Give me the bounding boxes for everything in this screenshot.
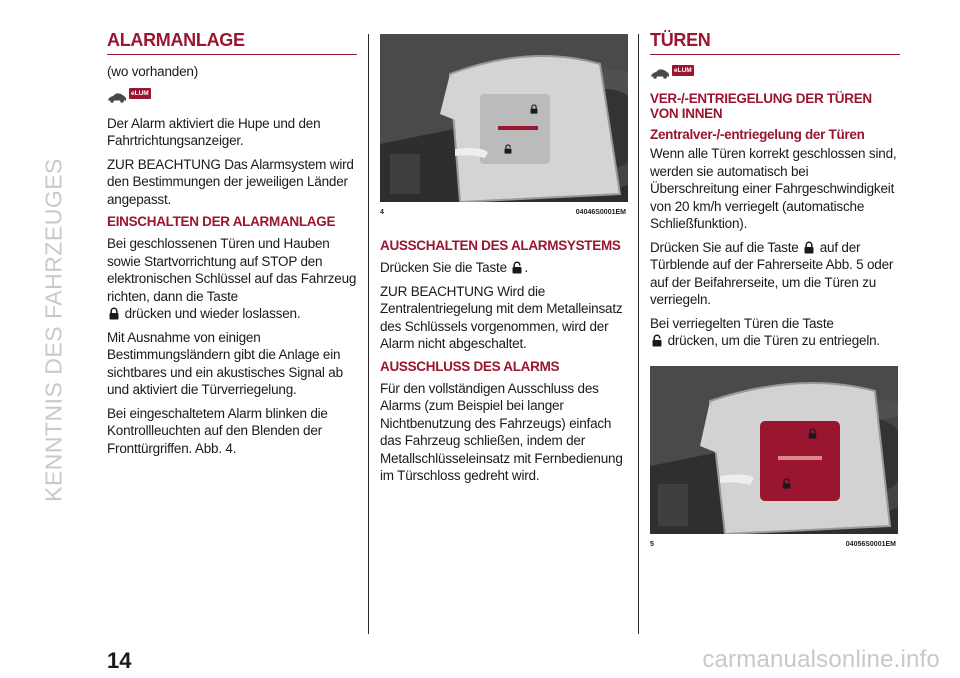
paragraph [107,235,357,323]
lock-open-icon [652,334,662,347]
note-paragraph: ZUR BEACHTUNG Wird die Zentralentriegelung mit dem Metalleinsatz des Schlüssels vorgenommen, wird der Alarm nicht abgeschaltet. [380,283,623,351]
car-icon [107,91,127,103]
subheading-exclude-alarm: AUSSCHLUSS DES ALARMS [380,358,560,374]
section-heading-alarm: ALARMANLAGE [107,30,357,55]
availability-note: (wo vorhanden) [107,64,199,79]
paragraph: Für den vollständigen Ausschluss des Alarms (zum Beispiel bei langer Nichtbenutzung des Fahrzeugs) einfach das Fahrzeug schließen, indem der Metallschlüsseleinsatz mit Fernbedienung im Türschloss gedreht wird. [380,380,623,483]
paragraph: Der Alarm aktiviert die Hupe und den Fahrtrichtungsanzeiger. [107,115,321,148]
figure-code: 04056S0001EM [845,540,896,548]
column-alarm-off [380,30,630,491]
figure-4 [380,34,628,216]
paragraph-text: Bei geschlossenen Türen und Hauben sowie Startvorrichtung auf STOP den elektronischen Schlüssel auf das Fahrzeug richten, dann die Taste [107,236,357,304]
figure-5 [650,366,898,548]
lock-closed-icon [109,307,119,320]
paragraph-text: Bei verriegelten Türen die Taste [650,315,834,331]
figure-number: 5 [650,540,654,548]
paragraph [380,259,630,277]
equipment-badge [650,63,900,83]
equipment-badge [107,87,357,107]
car-icon [650,67,670,79]
figure-caption [380,209,628,216]
paragraph-text: auf der Türblende auf der Fahrerseite Abb. 5 oder auf der Beifahrerseite, um die Türen zu verriegeln. [650,239,894,307]
paragraph: Bei eingeschaltetem Alarm blinken die Kontrollleuchten auf den Blenden der Fronttürgriffen. Abb. 4. [107,405,328,456]
paragraph: Wenn alle Türen korrekt geschlossen sind, werden sie automatisch bei Überschreitung einer Fahrgeschwindigkeit von 20 km/h verriegelt (automatische Schließfunktion). [650,146,897,231]
figure-caption [650,541,898,548]
door-panel-image [650,366,898,534]
subheading-inner-locking: VER-/-ENTRIEGELUNG DER TÜREN VON INNEN [650,91,872,121]
paragraph: Mit Ausnahme von einigen Bestimmungsländern gibt die Anlage ein sichtbares und ein akustisches Signal ab und aktiviert die Türverriegelung. [107,329,343,397]
figure-number: 4 [380,209,384,216]
paragraph [650,239,900,309]
section-heading-doors: TÜREN [650,30,900,55]
page-number: 14 [107,648,132,673]
note-paragraph: ZUR BEACHTUNG Das Alarmsystem wird den Bestimmungen der jeweiligen Länder angepasst. [107,156,354,207]
subheading-central-locking: Zentralver-/-entriegelung der Türen [650,127,865,142]
column-divider-2 [638,34,639,634]
paragraph-text: drücken und wieder loslassen. [124,306,301,321]
paragraph-text: Drücken Sie die Taste [380,260,507,275]
paragraph-text: . [524,260,528,275]
column-alarm [107,30,357,463]
paragraph-text: drücken, um die Türen zu entriegeln. [667,333,880,348]
figure-code: 04046S0001EM [575,209,626,216]
lock-open-icon [512,261,522,274]
paragraph-text: Drücken Sie auf die Taste [650,239,799,255]
subheading-arm-alarm: EINSCHALTEN DER ALARMANLAGE [107,214,336,229]
column-divider-1 [368,34,369,634]
paragraph [650,315,900,350]
column-doors [650,30,900,548]
subheading-disarm: AUSSCHALTEN DES ALARMSYSTEMS [380,238,621,253]
elum-badge: eLUM [674,66,692,74]
watermark: carmanualsonline.info [702,646,940,673]
door-panel-image [380,34,628,202]
lock-closed-icon [804,241,814,254]
side-title-text: KENNTNIS DES FAHRZEUGES [40,158,67,502]
elum-badge: eLUM [131,90,149,97]
